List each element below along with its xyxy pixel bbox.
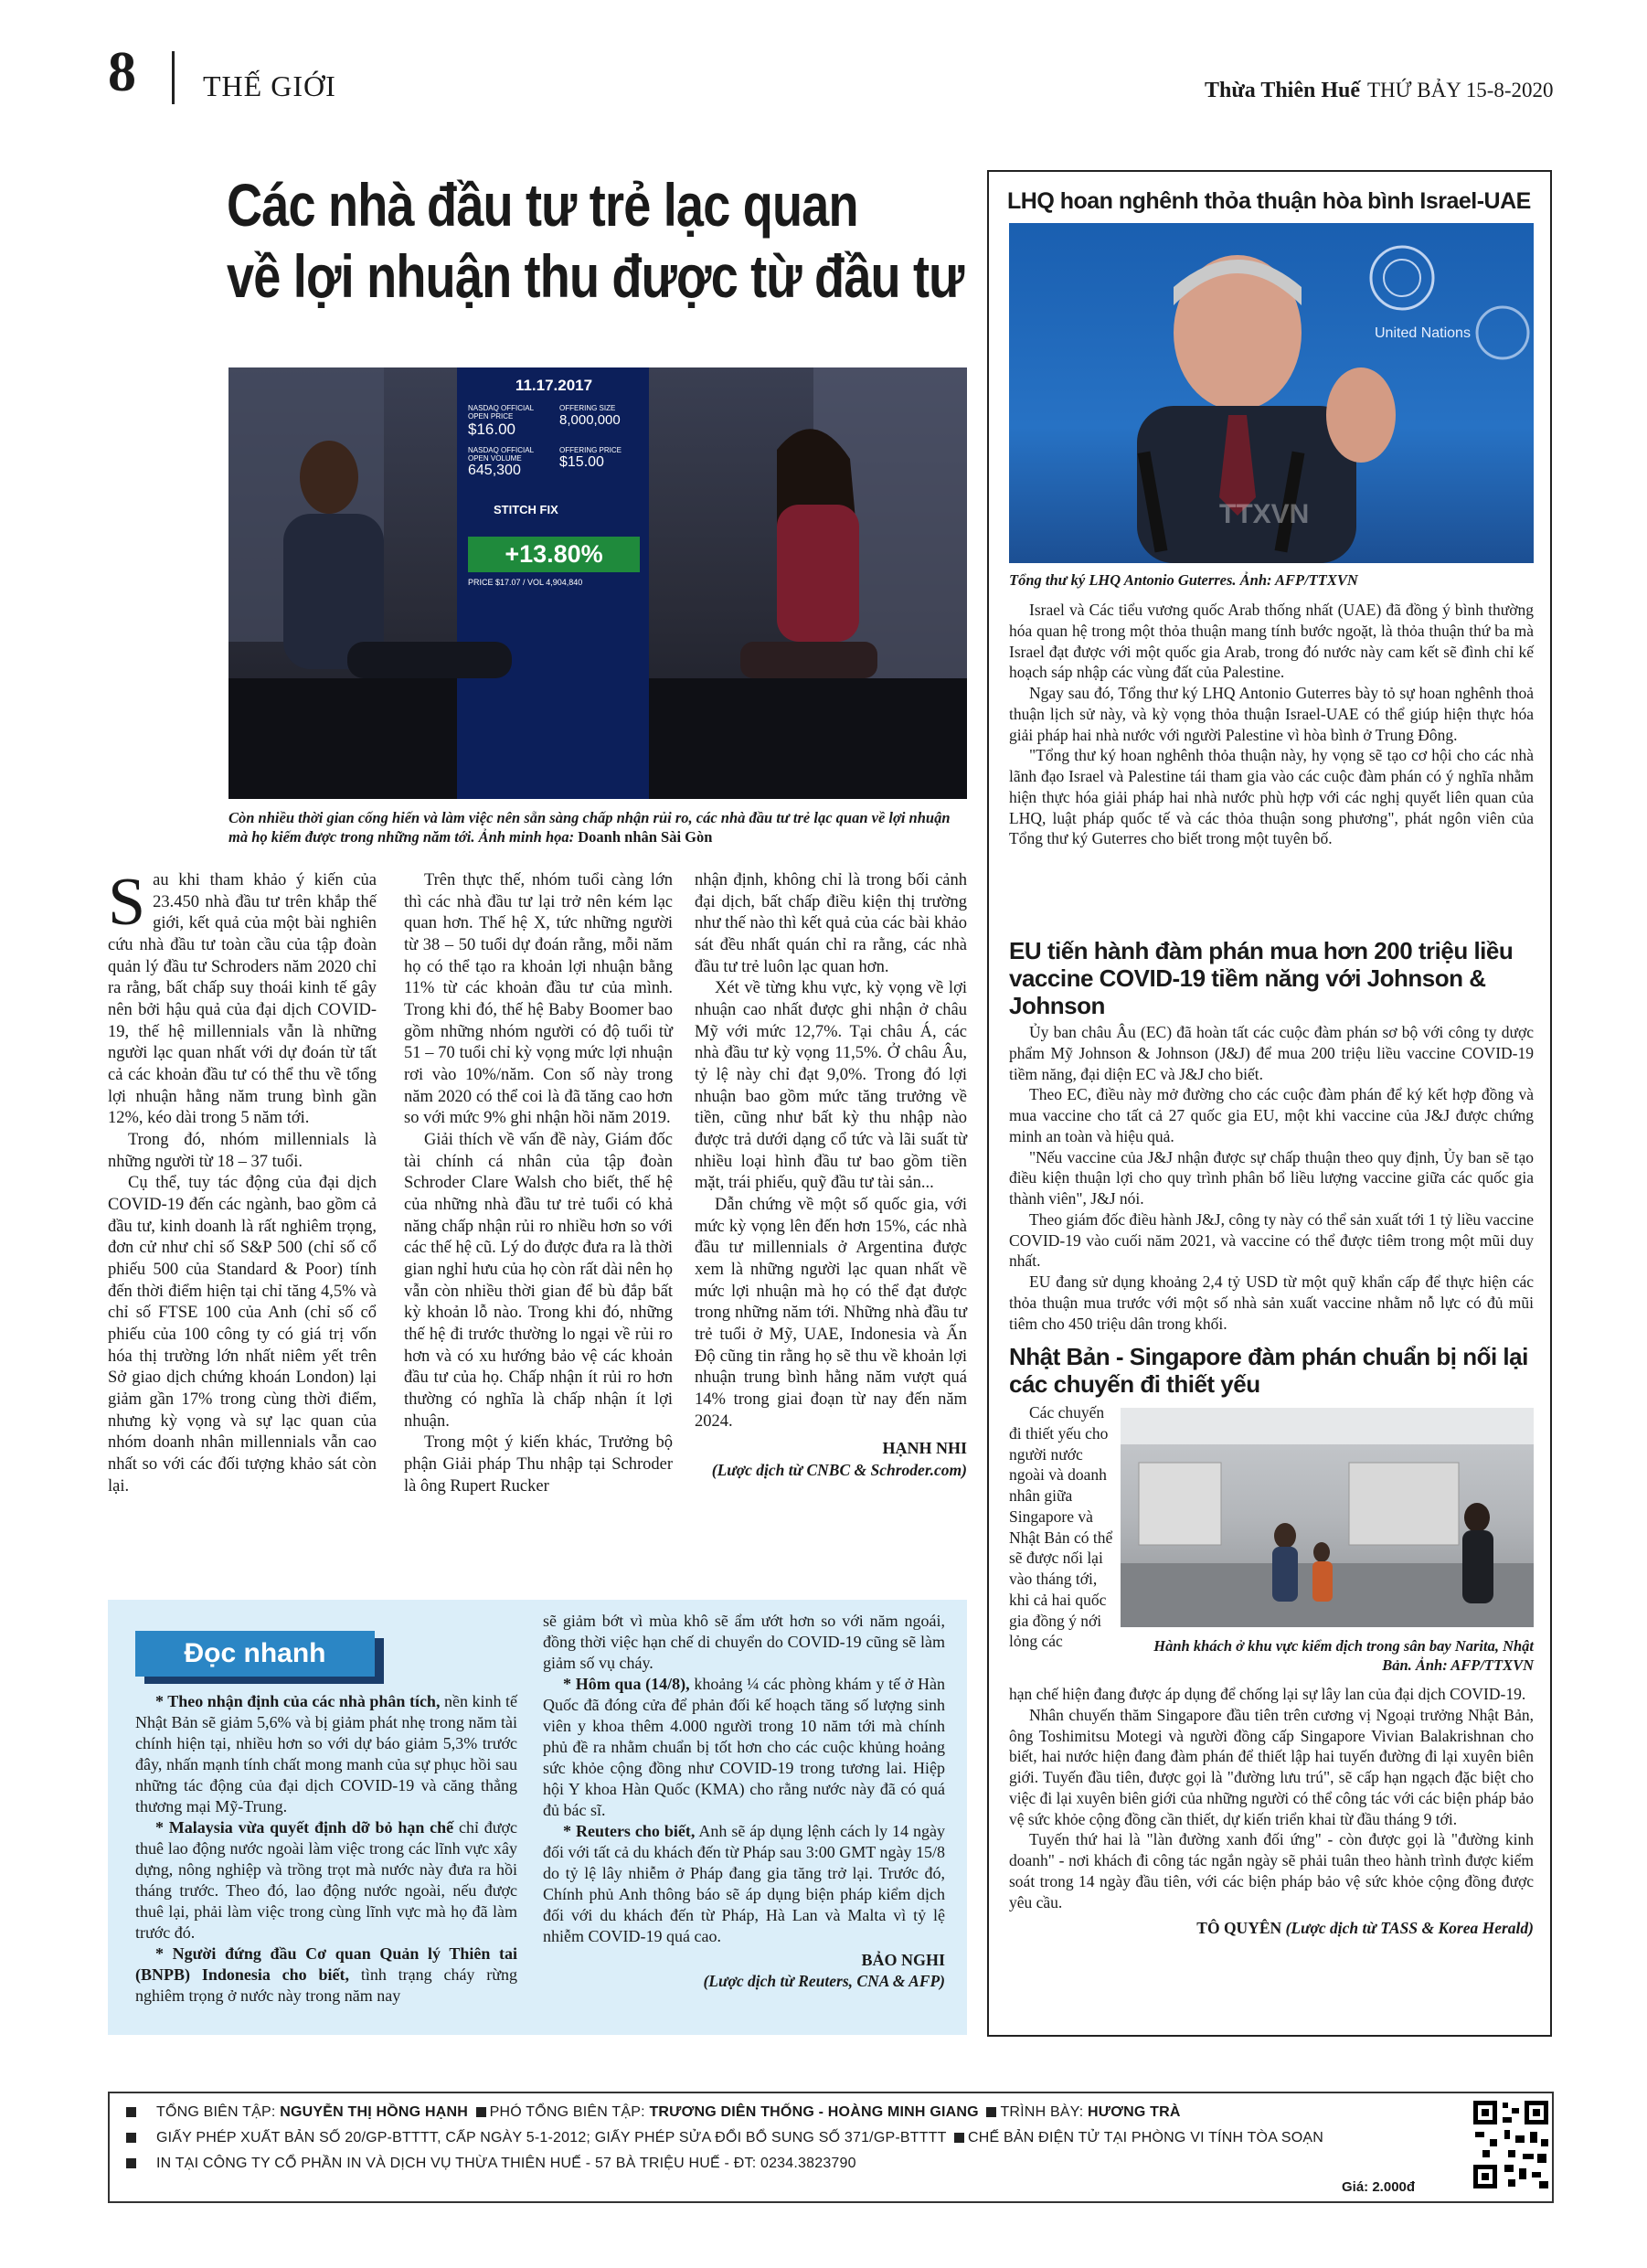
quick-read-item-1: * Theo nhận định của các nhà phân tích, nền kinh tế Nhật Bản sẽ giảm 5,6% và bị giảm phát nhẹ trong năm tài chính hiện tại, nhiều hơn so với dự báo giảm 5,3% trước đây, nhấn mạnh tính chất mong manh của sự phục hồi sau những tác động của đại dịch COVID-19 và căng thẳng thương mại Mỹ-Trung. xyxy=(135,1692,518,1816)
newspaper-name: Thừa Thiên Huế xyxy=(1205,79,1361,102)
article-column-2 xyxy=(404,870,673,1497)
section-title: THẾ GIỚI xyxy=(203,69,336,102)
sidebar-story-3-title: Nhật Bản - Singapore đàm phán chuẩn bị nối lại các chuyến đi thiết yếu xyxy=(1009,1343,1528,1398)
article-photo xyxy=(228,367,967,799)
sidebar-story-3-intro xyxy=(1009,1402,1113,1652)
story-3-byline: TÔ QUYÊN (Lược dịch từ TASS & Korea Herald) xyxy=(1196,1919,1534,1938)
sidebar-story-2-body xyxy=(1009,1022,1534,1334)
quick-read-tag: Đọc nhanh xyxy=(135,1631,375,1677)
quick-read-item-2: * Malaysia vừa quyết định dỡ bỏ hạn chế chỉ được thuê lao động nước ngoài làm việc trong các lĩnh vực xây dựng, nông nghiệp và trồng trọt mà nước này đưa ra hồi tháng trước. Theo đó, lao động nước ngoài, nếu được thuê lại, phải làm việc trong cùng lĩnh vực mà họ đã làm trước đó. xyxy=(135,1818,517,1943)
screen-offering-size-label: OFFERING SIZE xyxy=(559,404,616,412)
story-1-para-2: Ngay sau đó, Tổng thư ký LHQ Antonio Guterres bày tỏ sự hoan nghênh thoả thuận lịch sử này, và kỳ vọng thỏa thuận Israel-UAE có thể giúp hiện thực hóa giải pháp hai nhà nước với người Palestine vì hòa bình ở Trung Đông. xyxy=(1009,684,1534,744)
caption-credit: Doanh nhân Sài Gòn xyxy=(578,828,713,847)
page-number: 8 xyxy=(108,41,136,103)
story-2-para-1: Ủy ban châu Âu (EC) đã hoàn tất các cuộc đàm phán sơ bộ với công ty dược phẩm Mỹ Johnson & Johnson (J&J) để mua 200 triệu liều vaccine COVID-19 tiềm năng, đại diện EC và J&J cho biết. xyxy=(1009,1023,1534,1083)
bullet-square xyxy=(986,2107,996,2117)
qr-code[interactable] xyxy=(1472,2099,1550,2190)
sidebar-story-3-body xyxy=(1009,1684,1534,1939)
quick-read-column-1 xyxy=(135,1691,517,2007)
quick-read-item-5: * Reuters cho biết, Anh sẽ áp dụng lệnh cách ly 14 ngày đối với tất cả du khách đến từ Pháp sau 3:00 GMT ngày 15/8 do tỷ lệ lây nhiễm ở Pháp đang gia tăng trở lại. Trước đó, Chính phủ Anh thông báo sẽ áp dụng biện pháp kiểm dịch đối với du khách đến từ Pháp, Hà Lan và Malta vì tỷ lệ nhiễm COVID-19 quá cao. xyxy=(543,1822,945,1946)
drop-cap: S xyxy=(108,865,146,940)
column-3-para-2: Xét về từng khu vực, kỳ vọng về lợi nhuận cao nhất được ghi nhận ở châu Mỹ với mức 12,7%. Tại châu Á, các nhà đầu tư kỳ vọng 11,5%. Ở châu Âu, tỷ lệ này chỉ đạt 9,0%. Trong đó lợi nhuận bao gồm mức tăng trưởng về tiền, cũng như bất kỳ thu nhập nào được trả dưới dạng cổ tức và lãi suất từ nhiều loại hình đầu tư bao gồm tiền mặt, trái phiếu, quỹ đầu tư tài sản... xyxy=(695,979,967,1193)
column-1-para-1: Sau khi tham khảo ý kiến của 23.450 nhà đầu tư trên khắp thế giới, kết quả của một bài nghiên cứu nhà đầu tư toàn cầu của tập đoàn quản lý đầu tư Schroders năm 2020 chỉ ra rằng, bất chấp suy thoái kinh tế gây nên bởi hậu quả của đại dịch COVID-19, thế hệ millennials vẫn là những người lạc quan nhất với dự đoán từ tất cả các khoản đầu tư có thể thu về tổng lợi nhuận hằng năm trung bình gần 12%, kéo dài trong 5 năm tới. xyxy=(108,865,377,1128)
column-1-para-3: Cụ thể, tuy tác động của đại dịch COVID-19 đến các ngành, bao gồm cả đầu tư, kinh doanh là rất nghiêm trọng, đơn cử như chỉ số S&P 500 (chỉ số cổ phiếu 500 của Standard & Poor) tính đến thời điểm hiện tại chỉ tăng 4,5% và chỉ số FTSE 100 của Anh (chỉ số cổ phiếu của 100 công ty có giá trị vốn hóa thị trường lớn nhất niêm yết trên Sở giao dịch chứng khoán London) lại giảm gần 17% trong cùng thời điểm, nhưng kỳ vọng và sự lạc quan của nhóm doanh nhân millennials vẫn cao nhất so với các đối tượng khảo sát còn lại. xyxy=(108,1174,377,1496)
guterres-photo-caption: Tổng thư ký LHQ Antonio Guterres. Ảnh: AFP/TTXVN xyxy=(1009,571,1358,589)
quick-read-item-4: * Hôm qua (14/8), khoảng ¼ các phòng khám y tế ở Hàn Quốc đã đóng cửa để phản đối kế hoạch tăng số lượng sinh viên y khoa thêm 4.000 người trong 10 năm tới mà chính phủ đề ra nhằm chuẩn bị tốt hơn cho các cuộc khủng hoảng sức khỏe cộng đồng như COVID-19 trong tương lai. Hiệp hội Y khoa Hàn Quốc (KMA) cho rằng nước này đã có quá đủ bác sĩ. xyxy=(543,1675,945,1820)
header-separator xyxy=(172,51,175,104)
story-1-para-1: Israel và Các tiểu vương quốc Arab thống nhất (UAE) đã đồng ý bình thường hóa quan hệ trong một thỏa thuận mang tính bước ngoặt, là thỏa thuận thứ ba mà Israel đạt được với một quốc gia Arab, trong đó nước này cam kết sẽ đình chỉ kế hoạch sáp nhập các vùng đất của Palestine. xyxy=(1009,601,1534,682)
screen-offering-price-label: OFFERING PRICE xyxy=(559,446,622,454)
story-1-para-3: "Tổng thư ký hoan nghênh thỏa thuận này, hy vọng sẽ tạo cơ hội cho các nhà lãnh đạo Israel và Palestine tái tham gia vào các cuộc đàm phán có ý nghĩa nhằm hiện thực hóa giải pháp hai nhà nước phù hợp với các nghị quyết liên quan của LHQ, luật pháp quốc tế và các thỏa thuận song phương", phát ngôn viên của Tổng thư ký Guterres cho biết trong một tuyên bố. xyxy=(1009,746,1534,848)
story-2-para-2: Theo EC, điều này mở đường cho các cuộc đàm phán để ký kết hợp đồng và mua vaccine cho tất cả 27 quốc gia EU, một khi vaccine của J&J được chứng minh an toàn và hiệu quả. xyxy=(1009,1085,1534,1145)
quick-read-source: (Lược dịch từ Reuters, CNA & AFP) xyxy=(703,1971,945,1990)
article-title xyxy=(227,170,964,313)
screen-company: STITCH FIX xyxy=(494,503,558,516)
column-3-para-3: Dẫn chứng về một số quốc gia, với mức kỳ vọng lên đến hơn 15%, các nhà đầu tư millennials ở Argentina được xem là những người lạc quan nhất về mức lợi nhuận mà họ có thể đạt được trong những năm tới. Những nhà đầu tư trẻ tuổi ở Mỹ, UAE, Indonesia và Ấn Độ cũng tin rằng họ sẽ thu về khoản lợi nhuận trung bình hằng năm vượt quá 14% trong giai đoạn từ nay đến năm 2024. xyxy=(695,1196,967,1431)
narita-airport-photo xyxy=(1121,1408,1534,1627)
sidebar-story-1-body xyxy=(1009,600,1534,849)
screen-change: +13.80% xyxy=(468,537,640,572)
quick-read-item-3-cont: sẽ giảm bớt vì mùa khô sẽ ẩm ướt hơn so với năm ngoái, đồng thời việc hạn chế di chuyển do COVID-19 cũng sẽ làm giảm số vụ cháy. xyxy=(543,1612,945,1673)
guterres-photo xyxy=(1009,223,1534,563)
title-line-2: về lợi nhuận thu được từ đầu tư xyxy=(227,241,964,310)
screen-volume-label: NASDAQ OFFICIAL OPEN VOLUME xyxy=(468,446,534,463)
photo-caption xyxy=(228,808,967,847)
quick-read-byline: BẢO NGHI xyxy=(861,1950,945,1969)
screen-offering-price: $15.00 xyxy=(559,454,604,470)
bullet-square xyxy=(126,2133,136,2143)
quick-read-item-3: * Người đứng đầu Cơ quan Quản lý Thiên tai (BNPB) Indonesia cho biết, tình trạng cháy rừng nghiêm trọng ở nước này trong năm nay xyxy=(135,1944,518,2006)
article-source: (Lược dịch từ CNBC & Schroder.com) xyxy=(711,1460,967,1479)
screen-date: 11.17.2017 xyxy=(515,377,593,394)
screen-ticker: PRICE $17.07 / VOL 4,904,840 xyxy=(468,578,583,587)
price-label: Giá: 2.000đ xyxy=(1342,2179,1416,2195)
footer-line-2: GIẤY PHÉP XUẤT BẢN SỐ 20/GP-BTTTT, CẤP NGÀY 5-1-2012; GIẤY PHÉP SỬA ĐỔI BỔ SUNG SỐ 371/GP-BTTTT CHẾ BẢN ĐIỆN TỬ TẠI PHÒNG VI TÍNH TÒA SOẠN xyxy=(126,2130,1451,2146)
story-3-para-2: Nhân chuyến thăm Singapore đầu tiên trên cương vị Ngoại trưởng Nhật Bản, ông Toshimitsu Motegi và người đồng cấp Singapore Vivian Balakrishnan cho biết, hai nước hiện đang đàm phán để thiết lập hai tuyến đường đi lại xuyên biên giới. Tuyến đầu tiên, được gọi là "đường lưu trú", sẽ cấp hạn ngạch đặc biệt cho việc đi lại xuyên biên giới của những người có thể công tác với các biện pháp bảo vệ sức khỏe cộng đồng cần thiết, dự kiến triển khai từ đầu tháng 9 tới. xyxy=(1009,1705,1534,1828)
bullet-square xyxy=(126,2107,136,2117)
photo-watermark: TTXVN xyxy=(1219,499,1310,529)
story-2-para-4: Theo giám đốc điều hành J&J, công ty này có thể sản xuất tới 1 tỷ liều vaccine COVID-19 vào cuối năm 2021, và vaccine có thể được tiêm trong một mũi duy nhất. xyxy=(1009,1209,1534,1271)
column-3-para-1: nhận định, không chỉ là trong bối cảnh đại dịch, bất chấp điều kiện thị trường như thế nào thì kết quả của các bài khảo sát đều nhất quán chỉ ra rằng, các nhà đầu tư trẻ luôn lạc quan hơn. xyxy=(695,871,967,976)
bullet-square xyxy=(126,2158,136,2168)
story-2-para-3: "Nếu vaccine của J&J nhận được sự chấp thuận theo quy định, Ủy ban sẽ tạo điều kiện thuận lợi cho quy trình phân bổ liều lượng vaccine giữa các quốc gia thành viên", J&J nói. xyxy=(1009,1147,1534,1208)
story-3-para-3: Tuyến thứ hai là "làn đường xanh đối ứng" - còn được gọi là "đường kinh doanh" - nơi khách đi công tác ngắn ngày sẽ phải tuân theo hành trình được kiểm soát trong 14 ngày đầu tiên, với các biện pháp bảo vệ sức khỏe cộng đồng được yêu cầu. xyxy=(1009,1830,1534,1911)
footer-line-1: TỔNG BIÊN TẬP: NGUYỄN THỊ HỒNG HẠNH PHÓ TỔNG BIÊN TẬP: TRƯƠNG DIÊN THỐNG - HOÀNG MINH GIANG TRÌNH BÀY: HƯƠNG TRÀ xyxy=(126,2104,1451,2121)
article-column-3 xyxy=(695,870,967,1480)
screen-volume: 645,300 xyxy=(468,463,521,478)
story-3-para-1-b: hạn chế hiện đang được áp dụng để chống lại sự lây lan của đại dịch COVID-19. xyxy=(1009,1685,1526,1703)
article-column-1 xyxy=(108,865,377,1497)
article-byline: HẠNH NHI xyxy=(882,1439,967,1458)
issue-date: THỨ BẢY 15-8-2020 xyxy=(1367,79,1554,101)
caption-text: Còn nhiều thời gian cống hiến và làm việc nên sẵn sàng chấp nhận rủi ro, các nhà đầu tư trẻ lạc quan về lợi nhuận mà họ kiếm được trong những năm tới. Ảnh minh họa: xyxy=(228,809,951,847)
title-line-1: Các nhà đầu tư trẻ lạc quan xyxy=(227,171,858,239)
sidebar-story-1-title: LHQ hoan nghênh thỏa thuận hòa bình Israel-UAE xyxy=(1007,188,1531,214)
column-2-para-2: Giải thích về vấn đề này, Giám đốc tài chính cá nhân của tập đoàn Schroder Clare Walsh cho biết, thế hệ của những nhà đầu tư trẻ tuổi có khả năng chấp nhận rủi ro nhiều hơn so với các thế hệ cũ. Lý do được đưa ra là thời gian nghỉ hưu của họ còn rất dài nên họ vẫn còn nhiều thời gian để bù đắp bất kỳ khoản lỗ nào. Trong khi đó, những thế hệ đi trước thường lo ngại về rủi ro hơn và có xu hướng bảo vệ các khoản đầu tư của họ. Chấp nhận ít rủi ro hơn thường có nghĩa là chấp nhận ít lợi nhuận. xyxy=(404,1131,673,1431)
photo-sign-text: United Nations xyxy=(1375,325,1471,341)
sidebar-story-2-title: EU tiến hành đàm phán mua hơn 200 triệu liều vaccine COVID-19 tiềm năng với Johnson & Johnson xyxy=(1009,937,1514,1019)
screen-open-price: $16.00 xyxy=(468,421,515,438)
column-2-para-3: Trong một ý kiến khác, Trưởng bộ phận Giải pháp Thu nhập tại Schroder là ông Rupert Rucker xyxy=(404,1433,673,1496)
footer-line-3: IN TẠI CÔNG TY CỔ PHẦN IN VÀ DỊCH VỤ THỪA THIÊN HUẾ - 57 BÀ TRIỆU HUẾ - ĐT: 0234.3823790 xyxy=(126,2156,1314,2172)
screen-open-label: NASDAQ OFFICIAL OPEN PRICE xyxy=(468,404,534,421)
story-3-para-1-a: Các chuyến đi thiết yếu cho người nước ngoài và doanh nhân giữa Singapore và Nhật Bản có thể sẽ được nối lại vào tháng tới, khi cả hai quốc gia đồng ý nới lỏng các xyxy=(1009,1403,1113,1651)
story-2-para-5: EU đang sử dụng khoảng 2,4 tỷ USD từ một quỹ khẩn cấp để thực hiện các thỏa thuận mua trước với một số nhà sản xuất vaccine nhằm nỗ lực có đủ mũi tiêm cho 450 triệu dân trong khối. xyxy=(1009,1272,1534,1333)
screen-offering-size: 8,000,000 xyxy=(559,412,621,428)
narita-photo-caption: Hành khách ở khu vực kiểm dịch trong sân bay Narita, Nhật Bản. Ảnh: AFP/TTXVN xyxy=(1153,1637,1534,1675)
bullet-square xyxy=(954,2133,964,2143)
quick-read-column-2 xyxy=(543,1611,945,1991)
bullet-square xyxy=(476,2107,486,2117)
column-2-para-1: Trên thực thế, nhóm tuổi càng lớn thì các nhà đầu tư lại trở nên kém lạc quan hơn. Thế hệ X, tức những người từ 38 – 50 tuổi dự đoán rằng, mỗi năm họ có thể tạo ra khoản lợi nhuận bằng 11% từ các khoản đầu tư của mình. Trong khi đó, thế hệ Baby Boomer bao gồm những nhóm người có độ tuổi từ 51 – 70 tuổi chỉ kỳ vọng mức lợi nhuận rơi vào 10%/năm. Con số này trong năm 2020 có thể coi là đã tăng cao hơn so với mức 9% ghi nhận hồi năm 2019. xyxy=(404,871,673,1128)
column-1-para-2: Trong đó, nhóm millennials là những người từ 18 – 37 tuổi. xyxy=(108,1131,377,1171)
